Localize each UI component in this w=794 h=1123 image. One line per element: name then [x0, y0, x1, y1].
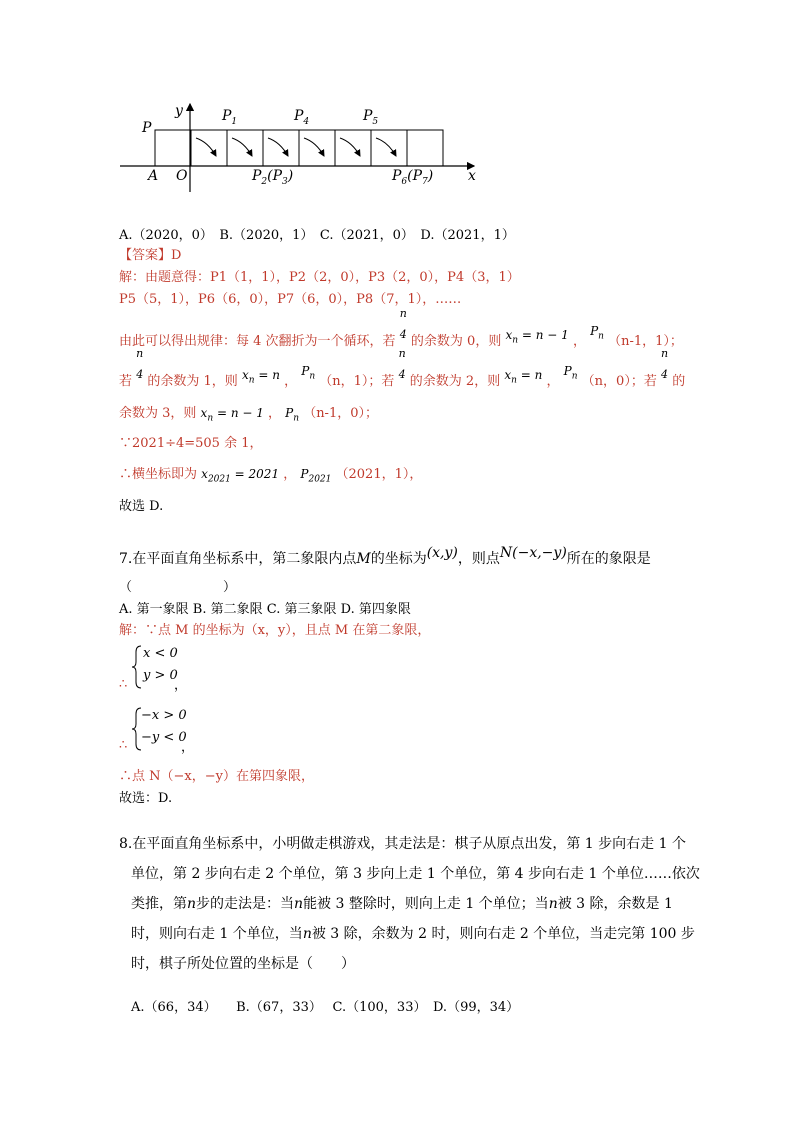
q6-solution-line2: P5（5，1），P6（6，0），P7（6，0），P8（7，1），…… — [119, 292, 462, 307]
A-label: A — [148, 168, 159, 184]
q7-options: A. 第一象限 B. 第二象限 C. 第三象限 D. 第四象限 — [119, 602, 411, 617]
P2P3-label: $P_2(P_3)$ — [252, 168, 294, 187]
sys2-comma: ， — [181, 740, 195, 755]
q6-options: A.（2020，0） B.（2020，1） C.（2021，0） D.（2021，1） — [119, 228, 515, 243]
q6-rule-line2: 若 n 4 的余数为 1，则 $x_n = n$ ， $P_n$ （n，1）；若 n 4 的余数为 2，则 $x_n = n$ ， $P_n$ （n，0）；若 n 4 的 — [119, 347, 686, 389]
x-label: x — [468, 168, 476, 184]
P1-label: $P_1$ — [222, 108, 238, 127]
brace-1 — [131, 644, 143, 690]
sys2-row1: −x > 0 — [141, 708, 187, 723]
q6-choose: 故选 D. — [119, 499, 164, 514]
sys1-row2: y > 0 — [143, 668, 178, 683]
q8-line1: 8.在平面直角坐标系中，小明做走棋游戏，其走法是：棋子从原点出发，第 1 步向右走 1 个 — [119, 836, 686, 852]
q8-line2: 单位，第 2 步向右走 2 个单位，第 3 步向上走 1 个单位，第 4 步向右走 1 个单位……依次 — [131, 866, 700, 882]
Pn: $P_n$ — [590, 324, 604, 342]
q6-answer: 【答案】D — [119, 248, 182, 263]
q7-paren: （ ） — [119, 580, 237, 595]
P5-label: $P_5$ — [363, 108, 379, 127]
folding-figure — [112, 96, 492, 200]
P4-label: $P_4$ — [294, 108, 310, 127]
q7-therefore1: ∴ — [119, 677, 128, 692]
sys1-comma: ， — [174, 678, 188, 693]
q6-therefore: ∴横坐标即为 $x_{2021} = 2021$ ， $P_{2021}$ （2021，1）， — [119, 467, 423, 485]
q8-line5: 时，棋子所处位置的坐标是（ ） — [131, 956, 355, 972]
q6-rule-line1: 由此可以得出规律：每 4 次翻折为一个循环，若 n 4 的余数为 0，则 $x_n = n - 1$ ， $P_n$ （n-1，1）； — [119, 307, 683, 349]
q7-therefore2: ∴ — [119, 738, 128, 753]
P-label: P — [142, 120, 152, 136]
q7-choose: 故选：D. — [119, 791, 173, 806]
fold-arrows — [196, 138, 396, 156]
O-label: O — [176, 168, 188, 184]
q8-line4: 时，则向右走 1 个单位，当n被 3 除，余数为 2 时，则向右走 2 个单位，当走完第 100 步 — [131, 926, 695, 942]
q7-stem: 7.在平面直角坐标系中，第二象限内点M的坐标为(x,y)，则点N(−x,−y)所在的象限是 — [119, 545, 651, 567]
sys1-row1: x < 0 — [143, 646, 178, 661]
y-label: y — [175, 103, 183, 119]
sys2-row2: −y < 0 — [141, 730, 187, 745]
fraction-n-over-4: n 4 — [399, 307, 407, 341]
q8-options: A.（66，34） B.（67，33） C.（100，33） D.（99，34） — [131, 1000, 520, 1015]
q6-solution-line1: 解：由题意得：P1（1，1），P2（2，0），P3（2，0），P4（3，1） — [119, 270, 520, 285]
q8-line3: 类推，第n步的走法是：当n能被 3 整除时，则向上走 1 个单位；当n被 3 除，余数是 1 — [131, 896, 673, 912]
q7-conclusion: ∴点 N（−x，−y）在第四象限， — [119, 769, 314, 784]
xn-eq: $x_n = n - 1$ — [505, 328, 569, 346]
P6P7-label: $P_6(P_7)$ — [392, 168, 434, 187]
q6-rule-line3: 余数为 3，则 $x_n = n - 1$ ， $P_n$ （n-1，0）； — [119, 406, 378, 424]
squares — [155, 130, 443, 166]
q6-because: ∵2021÷4=505 余 1， — [119, 436, 263, 451]
q7-solution: 解：∵点 M 的坐标为（x，y），且点 M 在第二象限， — [119, 623, 431, 638]
